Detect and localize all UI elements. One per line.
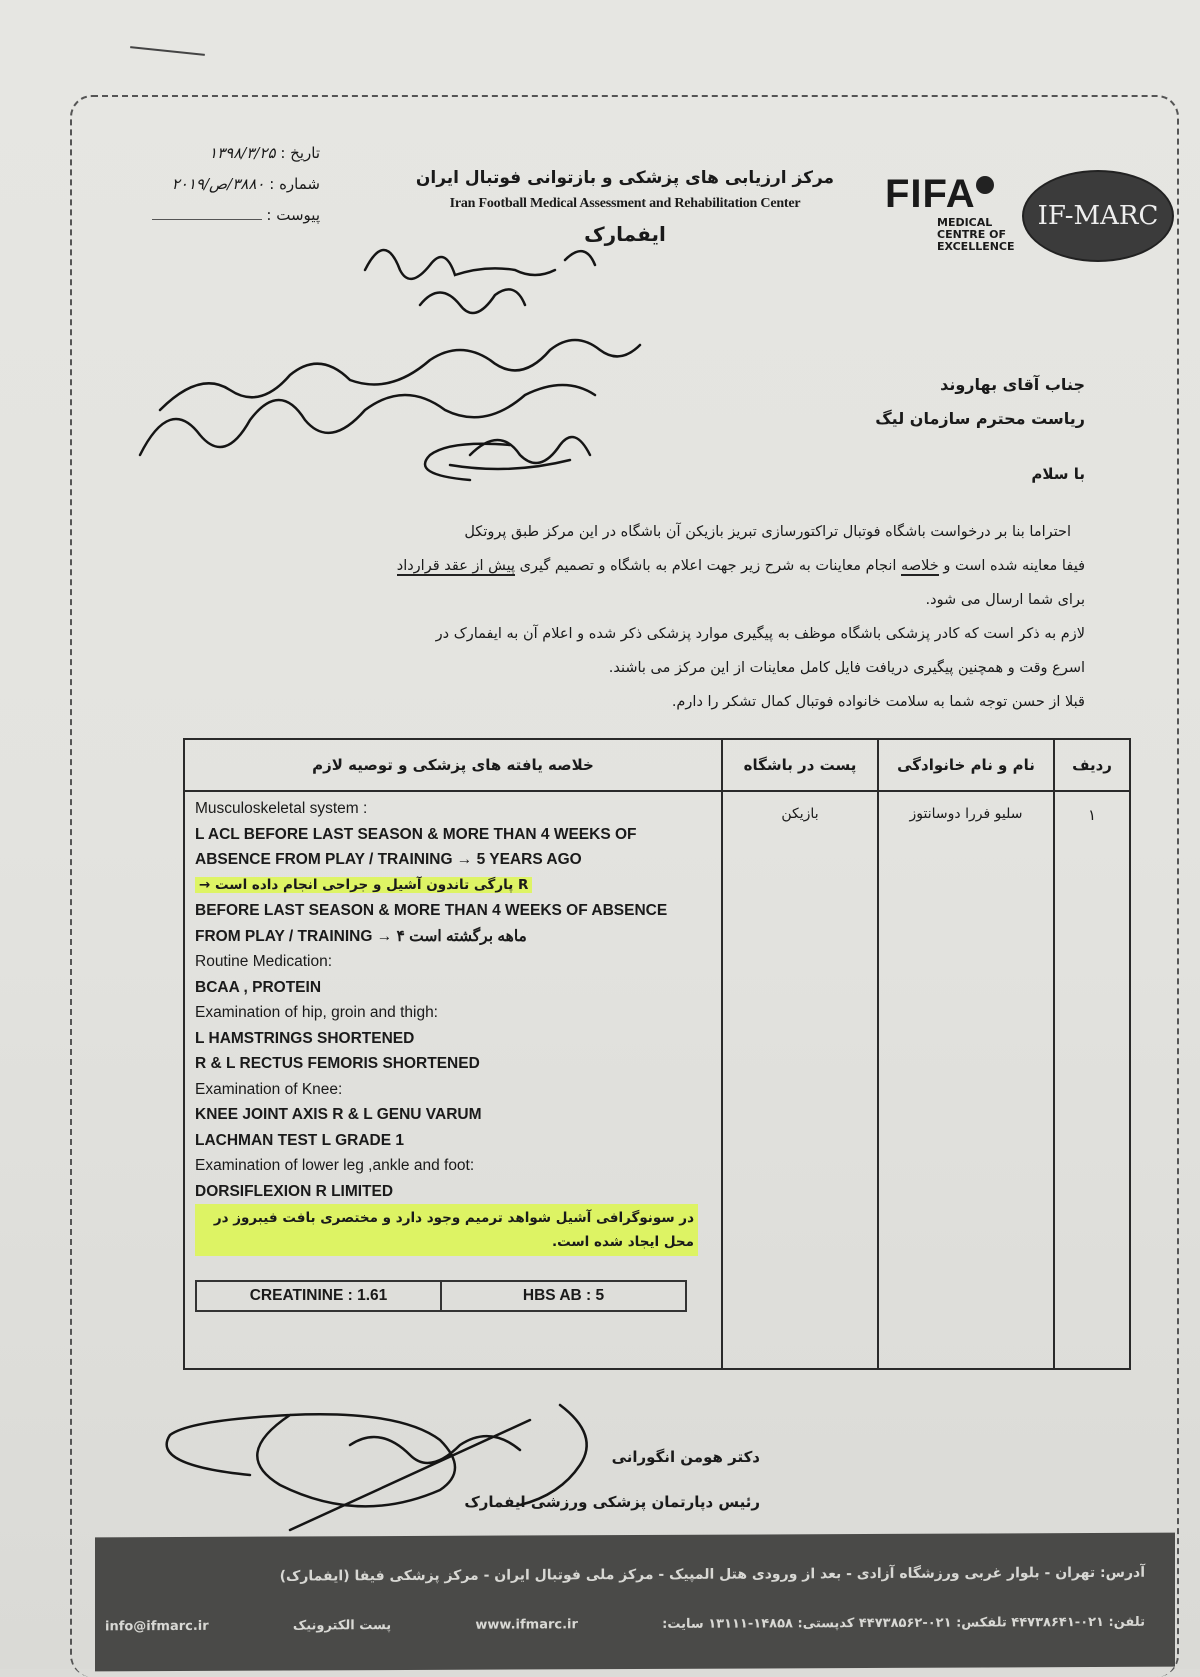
pen-mark (130, 46, 205, 56)
header-row-number: ردیف (1054, 739, 1130, 791)
highlighted-note: R پارگی تاندون آشیل و جراحی انجام داده است → (195, 877, 532, 893)
attachment-line: پیوست : (95, 200, 320, 231)
header-summary: خلاصه یافته های پزشکی و توصیه لازم (184, 739, 722, 791)
greeting: با سلام (1031, 465, 1085, 483)
letter-body: احتراما بنا بر درخواست باشگاه فوتبال تراکتورسازی تبریز بازیکن آن باشگاه در این مرکز طبق پروتکل فیفا معاینه شده است و خلاصه انجام معاینات به شرح زیر جهت اعلام به باشگاه و تصمیم گیری پیش از عقد قرارداد برای شما ارسال می شود. لازم به ذکر است که کادر پزشکی باشگاه موظف به پیگیری موارد پزشکی ذکر شده و اعلام آن به ایفمارک در اسرع وقت و همچنین پیگیری دریافت فایل کامل معاینات از این مرکز می باشند. قبلا از حسن توجه شما به سلامت خانواده فوتبال کمال تشکر را دارم. (396, 524, 1085, 710)
footer-band (95, 1533, 1175, 1672)
date-line: تاریخ : ۱۳۹۸/۳/۲۵ (209, 144, 320, 162)
recipient (875, 368, 1085, 436)
reference-block (95, 138, 320, 231)
footer-contact (105, 1615, 1145, 1635)
lab-results (195, 1280, 687, 1312)
number-value: ۳۸۸۰/ص/۲۰۱۹ (171, 175, 265, 193)
player-name: سلیو فررا دوسانتوز (878, 791, 1054, 1369)
signature-block (464, 1435, 760, 1525)
highlighted-note: در سونوگرافی آشیل شواهد ترمیم وجود دارد و مختصری بافت فیبروز در محل ایجاد شده است. (195, 1204, 698, 1256)
findings-summary: Musculoskeletal system : L ACL BEFORE LAST SEASON & MORE THAN 4 WEEKS OF ABSENCE FROM PLAY / TRAINING → 5 YEARS AGO R پارگی تاندون آشیل و جراحی انجام داده است → BEFORE LAST SEASON & MORE THAN 4 WEEKS OF ABSENCE FROM PLAY / TRAINING → ۴ ماهه برگشته است Routine Medication: BCAA , PROTEIN Examination of hip, groin and thigh: L HAMSTRINGS SHORTENED R & L RECTUS FEMORIS SHORTENED Examination of Knee: KNEE JOINT AXIS R & L GENU VARUM LACHMAN TEST L GRADE 1 Examination of lower leg ,ankle and foot: DORSIFLEXION R LIMITED در سونوگرافی آشیل شواهد ترمیم وجود دارد و مختصری بافت فیبروز در محل ایجاد شده است. CREATININE : 1.61 HBS AB : 5 (184, 791, 722, 1369)
hbs-ab-result: HBS AB : 5 (440, 1282, 685, 1310)
org-name-en: Iran Football Medical Assessment and Rehabilitation Center (449, 196, 801, 211)
table-header (184, 739, 1130, 791)
player-position: بازیکن (722, 791, 878, 1369)
ifmarc-logo: IF-MARC (1022, 170, 1174, 262)
footer-website[interactable]: www.ifmarc.ir (475, 1617, 578, 1633)
table-row (184, 791, 1130, 1369)
footer-address: آدرس: تهران - بلوار غربی ورزشگاه آزادی - بعد از ورودی هتل المپیک - مرکز ملی فوتبال ایران - مرکز پزشکی فیفا (ایفمارک) (279, 1564, 1145, 1585)
recipient-title: ریاست محترم سازمان لیگ (875, 409, 1085, 428)
row-number: ۱ (1054, 791, 1130, 1369)
footer-phone: تلفن: ۰۲۱-۴۴۷۳۸۶۴۱ تلفکس: ۰۲۱-۴۴۷۳۸۵۶۲ کدپستی: ۱۴۸۵۸-۱۳۱۱۱ سایت: (662, 1614, 1145, 1632)
number-line: شماره : ۳۸۸۰/ص/۲۰۱۹ (171, 175, 320, 193)
brand-name: ایفمارک (584, 222, 666, 246)
footer-email-label: پست الکترونیک (292, 1618, 392, 1634)
signer-name: دکتر هومن انگورانی (611, 1448, 760, 1466)
footer-email[interactable]: info@ifmarc.ir (105, 1618, 209, 1635)
recipient-name: جناب آقای بهاروند (940, 375, 1085, 394)
fifa-logo: FIFA MEDICAL CENTRE OF EXCELLENCE (885, 172, 1015, 253)
letterhead-title (390, 168, 860, 246)
header-position: پست در باشگاه (722, 739, 878, 791)
org-name-fa: مرکز ارزیابی های پزشکی و بازتوانی فوتبال ایران (415, 168, 835, 188)
medical-findings-table (183, 738, 1131, 1370)
signer-title: رئیس دپارتمان پزشکی ورزشی ایفمارک (464, 1493, 760, 1511)
date-value: ۱۳۹۸/۳/۲۵ (209, 144, 276, 162)
header-name: نام و نام خانوادگی (878, 739, 1054, 791)
creatinine-result: CREATININE : 1.61 (249, 1287, 388, 1304)
